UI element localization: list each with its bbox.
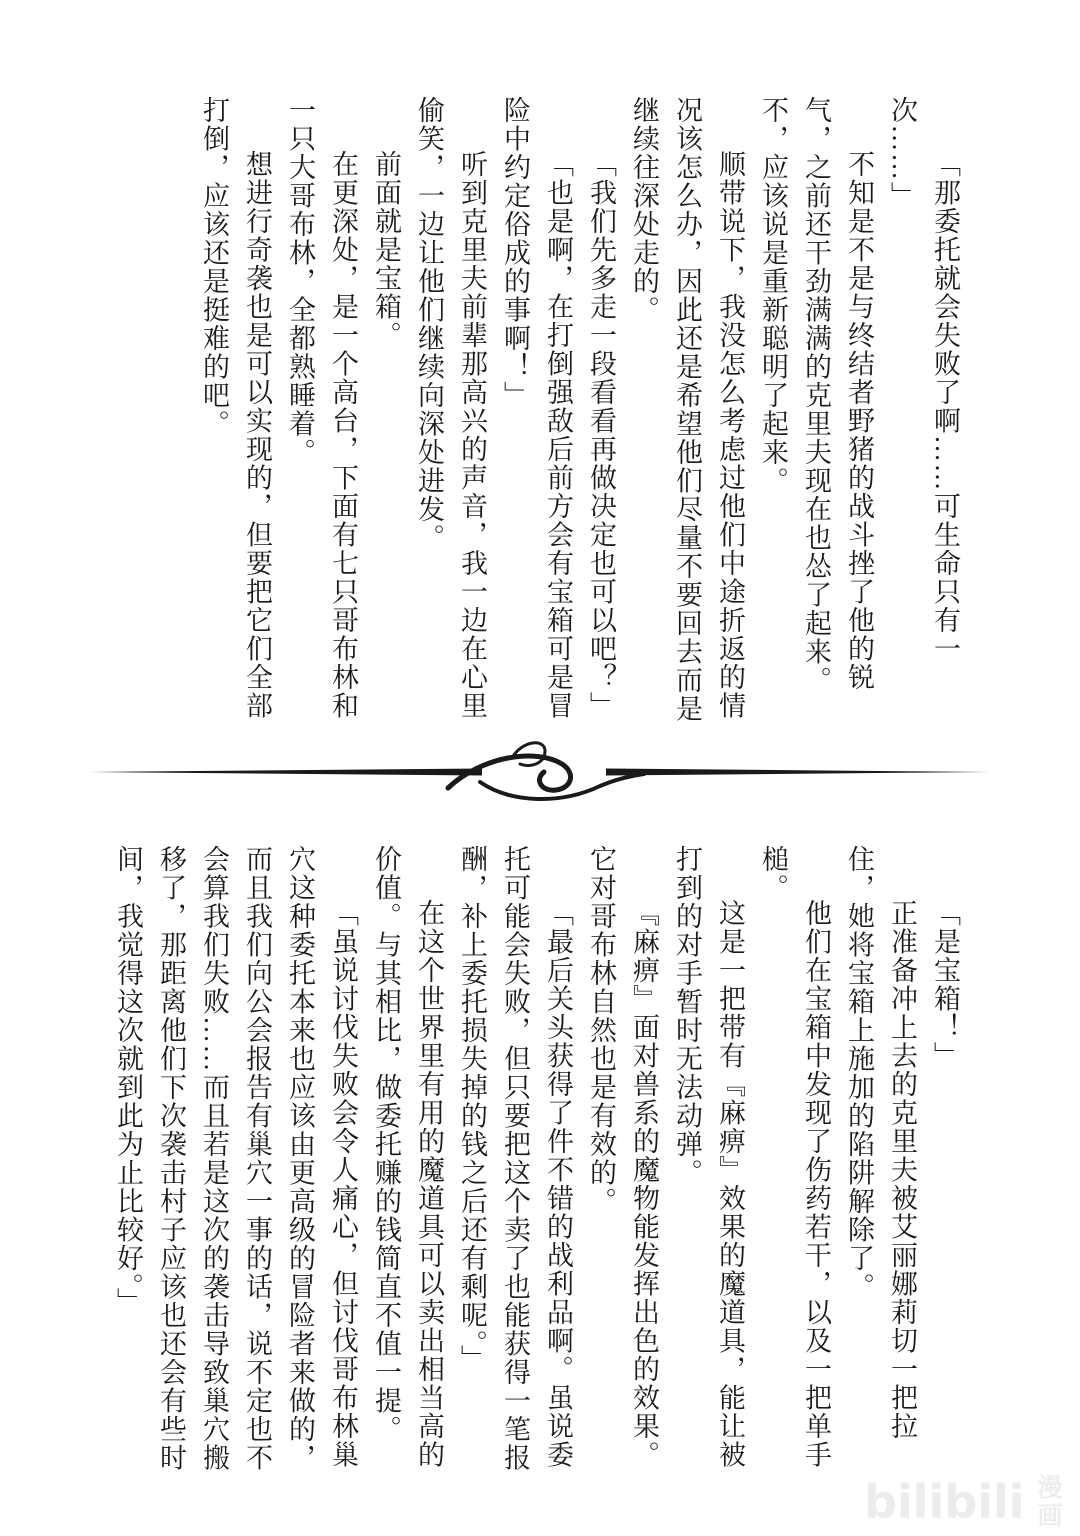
paragraph: 「我们先多走一段看看再做决定也可以吧？」 — [586, 150, 616, 720]
section-divider — [84, 740, 996, 804]
top-text-section — [192, 96, 966, 734]
bilibili-watermark — [864, 1474, 1062, 1530]
paragraph: 不知是不是与终结者野猪的战斗挫了他的锐气，之前还干劲满满的克里夫现在也怂了起来。不，应该说是重新聪明了起来。 — [758, 96, 874, 695]
paragraph: 想进行奇袭也是可以实现的，但要把它们全部打倒，应该还是挺难的吧。 — [199, 96, 272, 720]
paragraph: 这是一把带有『麻痹』效果的魔道具，能让被打到的对手暂时无法动弹。 — [672, 845, 745, 1469]
flourish-ornament-icon — [84, 740, 996, 804]
paragraph: 「那委托就会失败了啊……可生命只有一次……」 — [887, 96, 960, 663]
paragraph: 『麻痹』面对兽系的魔物能发挥出色的效果。它对哥布林自然也是有效的。 — [586, 845, 659, 1469]
paragraph: 「是宝箱！」 — [930, 899, 960, 1070]
paragraph: 前面就是宝箱。 — [371, 150, 401, 350]
paragraph: 在更深处，是一个高台，下面有七只哥布林和一只大哥布林，全都熟睡着。 — [285, 96, 358, 720]
paragraph: 在这个世界里有用的魔道具可以卖出相当高的价值。与其相比，做委托赚的钱简直不值一提。 — [371, 845, 444, 1469]
paragraph: 听到克里夫前辈那高兴的声音，我一边在心里偷笑，一边让他们继续向深处进发。 — [414, 96, 487, 720]
bottom-text-section — [106, 845, 966, 1483]
paragraph: 正准备冲上去的克里夫被艾丽娜莉切一把拉住，她将宝箱上施加的陷阱解除了。 — [844, 845, 917, 1441]
paragraph: 「也是啊，在打倒强敌后前方会有宝箱可是冒险中约定俗成的事啊！」 — [500, 96, 573, 720]
paragraph: 顺带说下，我没怎么考虑过他们中途折返的情况该怎么办，因此还是希望他们尽量不要回去而是继续往深处走的。 — [629, 96, 745, 723]
bilibili-logo: bilibili — [864, 1475, 1025, 1529]
manga-label: 漫画 — [1034, 1474, 1063, 1530]
paragraph: 「虽说讨伐失败会令人痛心，但讨伐哥布林巢穴这种委托本来也应该由更高级的冒险者来做的，而且我们向公会报告有巢穴一事的话，说不定也不会算我们失败……而且若是这次的袭击导致巢穴搬移了，那距离他们下次袭击村子应该也还会有些时间，我觉得这次就到此为止比较好。」 — [113, 845, 358, 1472]
paragraph: 他们在宝箱中发现了伤药若干，以及一把单手槌。 — [758, 845, 831, 1469]
paragraph: 「最后关头获得了件不错的战利品啊。虽说委托可能会失败，但只要把这个卖了也能获得一笔报酬，补上委托损失掉的钱之后还有剩呢。」 — [457, 845, 573, 1472]
